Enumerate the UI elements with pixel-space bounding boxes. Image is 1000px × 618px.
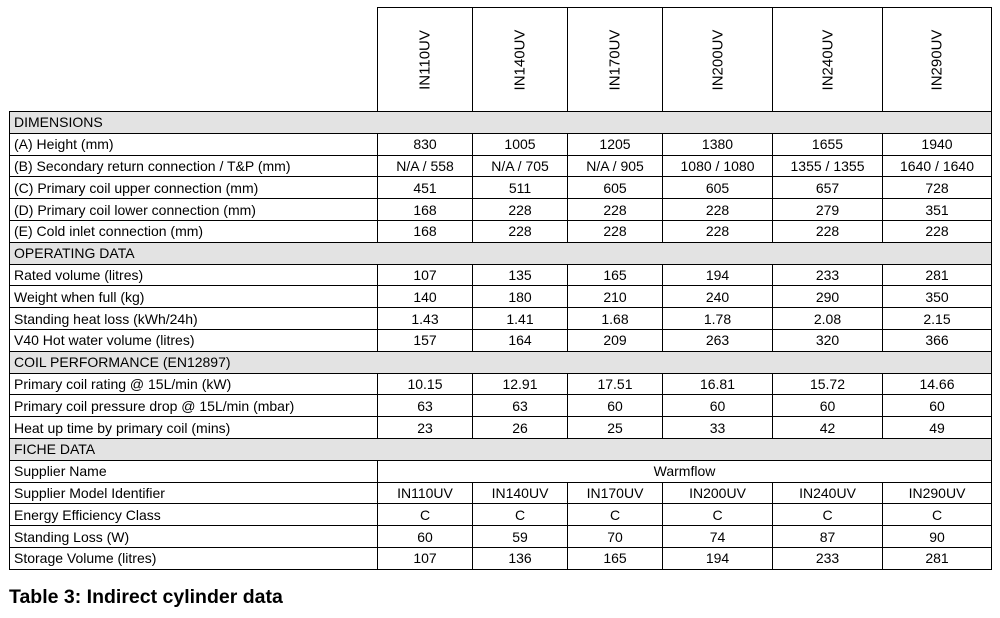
table-cell: 33: [663, 417, 773, 439]
table-cell: 49: [883, 417, 992, 439]
table-cell: 136: [473, 547, 568, 569]
table-cell: 59: [473, 526, 568, 548]
table-cell: 60: [663, 395, 773, 417]
table-cell: 60: [883, 395, 992, 417]
table-cell: 830: [378, 133, 473, 155]
model-name: IN140UV: [511, 29, 529, 90]
model-header: [568, 8, 663, 112]
table-cell: 17.51: [568, 373, 663, 395]
section-header-row: [10, 112, 992, 134]
table-cell: 1.68: [568, 308, 663, 330]
table-cell: 107: [378, 547, 473, 569]
table-cell: 350: [883, 286, 992, 308]
table-cell: 165: [568, 264, 663, 286]
indirect-cylinder-table: [9, 7, 992, 570]
table-cell: 140: [378, 286, 473, 308]
table-cell: 366: [883, 329, 992, 351]
table-row: [10, 133, 992, 155]
model-header: [773, 8, 883, 112]
row-label: (E) Cold inlet connection (mm): [10, 220, 378, 242]
table-cell: IN240UV: [773, 482, 883, 504]
table-cell: 14.66: [883, 373, 992, 395]
header-corner: [10, 8, 378, 112]
table-cell: N/A / 705: [473, 155, 568, 177]
table-cell: 1005: [473, 133, 568, 155]
row-label: Primary coil rating @ 15L/min (kW): [10, 373, 378, 395]
table-cell: 2.15: [883, 308, 992, 330]
table-cell: 60: [378, 526, 473, 548]
table-cell: 605: [663, 177, 773, 199]
table-cell: 728: [883, 177, 992, 199]
table-cell: 165: [568, 547, 663, 569]
table-cell: 1.43: [378, 308, 473, 330]
table-row: [10, 504, 992, 526]
table-cell: 1355 / 1355: [773, 155, 883, 177]
row-label: (B) Secondary return connection / T&P (mm): [10, 155, 378, 177]
table-cell: 228: [883, 220, 992, 242]
table-cell: 605: [568, 177, 663, 199]
row-label: Rated volume (litres): [10, 264, 378, 286]
table-row: [10, 547, 992, 569]
table-cell: 23: [378, 417, 473, 439]
table-cell: 279: [773, 199, 883, 221]
table-cell: C: [568, 504, 663, 526]
section-header-row: [10, 351, 992, 373]
model-name: IN170UV: [606, 29, 624, 90]
table-row: [10, 220, 992, 242]
table-cell: 63: [378, 395, 473, 417]
table-cell: IN290UV: [883, 482, 992, 504]
table-cell: 168: [378, 199, 473, 221]
model-name: IN200UV: [709, 29, 726, 90]
table-cell: 25: [568, 417, 663, 439]
table-row: [10, 395, 992, 417]
table-cell: 2.08: [773, 308, 883, 330]
table-cell: 351: [883, 199, 992, 221]
row-label: Supplier Model Identifier: [10, 482, 378, 504]
table-cell: 1655: [773, 133, 883, 155]
table-cell: 15.72: [773, 373, 883, 395]
table-cell: 1205: [568, 133, 663, 155]
row-label: (A) Height (mm): [10, 133, 378, 155]
table-cell: 228: [568, 220, 663, 242]
table-cell: 233: [773, 264, 883, 286]
table-cell: 1940: [883, 133, 992, 155]
row-label: V40 Hot water volume (litres): [10, 329, 378, 351]
table-cell: 228: [663, 199, 773, 221]
section-title: DIMENSIONS: [10, 112, 992, 134]
table-cell: 63: [473, 395, 568, 417]
model-name: IN290UV: [928, 29, 946, 90]
model-name: IN110UV: [416, 29, 434, 90]
table-row: [10, 308, 992, 330]
table-cell: 74: [663, 526, 773, 548]
table-cell: 263: [663, 329, 773, 351]
table-cell: 228: [473, 220, 568, 242]
model-header: [663, 8, 773, 112]
model-name: IN240UV: [819, 29, 836, 90]
table-cell: 240: [663, 286, 773, 308]
row-label: (D) Primary coil lower connection (mm): [10, 199, 378, 221]
table-cell: IN170UV: [568, 482, 663, 504]
table-caption: Table 3: Indirect cylinder data: [9, 586, 283, 608]
table-cell: 60: [773, 395, 883, 417]
table-cell: C: [773, 504, 883, 526]
table-cell: 135: [473, 264, 568, 286]
table-cell: 16.81: [663, 373, 773, 395]
table-cell: N/A / 558: [378, 155, 473, 177]
table-cell: 228: [773, 220, 883, 242]
table-cell: 164: [473, 329, 568, 351]
table-cell: 1.78: [663, 308, 773, 330]
table-cell: 657: [773, 177, 883, 199]
table-cell: 70: [568, 526, 663, 548]
table-cell: 233: [773, 547, 883, 569]
row-label: Energy Efficiency Class: [10, 504, 378, 526]
section-title: OPERATING DATA: [10, 242, 992, 264]
table-row: [10, 199, 992, 221]
table-cell: 209: [568, 329, 663, 351]
table-cell: 194: [663, 547, 773, 569]
table-cell: 87: [773, 526, 883, 548]
table-cell: 281: [883, 264, 992, 286]
row-label: Standing heat loss (kWh/24h): [10, 308, 378, 330]
table-cell: C: [663, 504, 773, 526]
model-header-row: [10, 8, 992, 112]
section-title: FICHE DATA: [10, 438, 992, 460]
table-cell: 26: [473, 417, 568, 439]
row-label: Standing Loss (W): [10, 526, 378, 548]
table-row: [10, 155, 992, 177]
table-cell: 320: [773, 329, 883, 351]
table-cell: C: [378, 504, 473, 526]
table-cell: 1380: [663, 133, 773, 155]
table-row: [10, 417, 992, 439]
table-cell: IN140UV: [473, 482, 568, 504]
table-cell: 228: [473, 199, 568, 221]
table-cell: 290: [773, 286, 883, 308]
section-header-row: [10, 242, 992, 264]
table-cell: 180: [473, 286, 568, 308]
table-cell: 60: [568, 395, 663, 417]
section-title: COIL PERFORMANCE (EN12897): [10, 351, 992, 373]
table-row: [10, 286, 992, 308]
table-cell: 1640 / 1640: [883, 155, 992, 177]
table-cell: 10.15: [378, 373, 473, 395]
table-cell: 168: [378, 220, 473, 242]
table-cell: N/A / 905: [568, 155, 663, 177]
table-row: [10, 177, 992, 199]
model-header: [883, 8, 992, 112]
table-row: [10, 482, 992, 504]
table-row: [10, 329, 992, 351]
table-cell: 157: [378, 329, 473, 351]
section-header-row: [10, 438, 992, 460]
table-cell: IN110UV: [378, 482, 473, 504]
row-label: (C) Primary coil upper connection (mm): [10, 177, 378, 199]
table-cell: 281: [883, 547, 992, 569]
table-cell: 210: [568, 286, 663, 308]
table-cell: 42: [773, 417, 883, 439]
model-header: [378, 8, 473, 112]
table-cell: 511: [473, 177, 568, 199]
row-label: Primary coil pressure drop @ 15L/min (mbar): [10, 395, 378, 417]
table-cell: 90: [883, 526, 992, 548]
table-row: [10, 264, 992, 286]
table-cell: C: [883, 504, 992, 526]
table-cell: 194: [663, 264, 773, 286]
table-row: [10, 526, 992, 548]
row-label: Weight when full (kg): [10, 286, 378, 308]
table-row: [10, 460, 992, 482]
model-header: [473, 8, 568, 112]
table-cell: 1080 / 1080: [663, 155, 773, 177]
table-cell: 107: [378, 264, 473, 286]
table-cell: 228: [663, 220, 773, 242]
table-cell: 1.41: [473, 308, 568, 330]
table-row: [10, 373, 992, 395]
table-cell: 12.91: [473, 373, 568, 395]
merged-cell: Warmflow: [378, 460, 992, 482]
row-label: Heat up time by primary coil (mins): [10, 417, 378, 439]
row-label: Supplier Name: [10, 460, 378, 482]
table-cell: C: [473, 504, 568, 526]
table-cell: IN200UV: [663, 482, 773, 504]
table-cell: 228: [568, 199, 663, 221]
table-cell: 451: [378, 177, 473, 199]
row-label: Storage Volume (litres): [10, 547, 378, 569]
